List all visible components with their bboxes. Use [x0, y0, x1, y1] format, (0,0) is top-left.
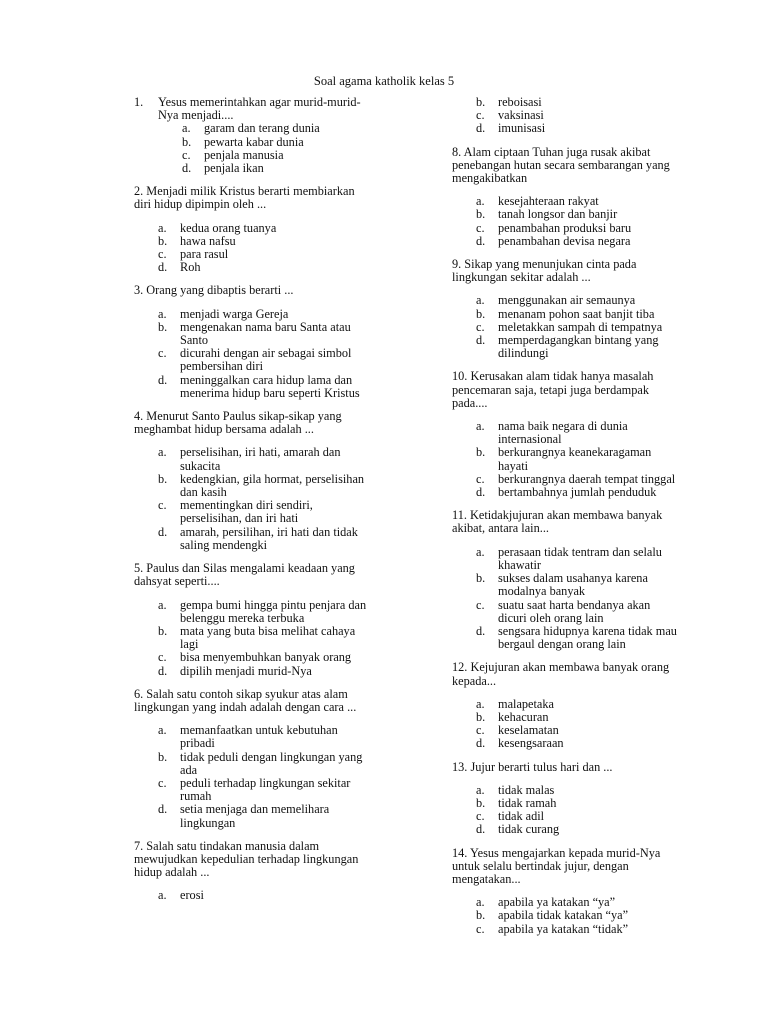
option-letter: c. — [158, 346, 167, 361]
option-text: berkurangnya keanekaragaman hayati — [498, 445, 652, 473]
option-letter: b. — [476, 709, 486, 724]
option-list — [476, 420, 680, 499]
option-text: Roh — [180, 260, 201, 275]
option-letter: b. — [158, 471, 168, 486]
option-text: penambahan devisa negara — [498, 233, 631, 248]
answer-option — [158, 665, 370, 678]
option-text: menggunakan air semaunya — [498, 293, 636, 308]
option-text: apabila tidak katakan “ya” — [498, 908, 629, 923]
question-text: 9. Sikap yang menunjukan cinta pada lingkungan sekitar adalah ... — [452, 257, 637, 285]
option-list — [158, 599, 370, 678]
option-text: meletakkan sampah di tempatnya — [498, 319, 663, 334]
option-list — [476, 195, 680, 248]
question-11 — [452, 509, 680, 651]
answer-option — [476, 625, 680, 651]
option-list — [476, 784, 680, 837]
option-letter: b. — [476, 908, 486, 923]
answer-option — [182, 162, 370, 175]
question-text: 11. Ketidakjujuran akan membawa banyak akibat, antara lain... — [452, 508, 663, 536]
answer-option — [158, 724, 370, 750]
option-letter: b. — [476, 571, 486, 586]
option-letter: d. — [476, 736, 486, 751]
option-text: menjadi warga Gereja — [180, 306, 289, 321]
option-text: kehacuran — [498, 709, 549, 724]
option-letter: c. — [158, 247, 167, 262]
answer-option — [476, 698, 680, 711]
answer-option — [158, 374, 370, 400]
answer-option — [476, 486, 680, 499]
answer-option — [182, 122, 370, 135]
answer-option — [476, 823, 680, 836]
option-letter: c. — [476, 471, 485, 486]
option-letter: c. — [476, 220, 485, 235]
option-letter: b. — [476, 306, 486, 321]
answer-option — [476, 308, 680, 321]
option-letter: d. — [476, 233, 486, 248]
option-letter: d. — [476, 333, 486, 348]
answer-option — [476, 235, 680, 248]
option-letter: b. — [158, 749, 168, 764]
option-letter: c. — [158, 775, 167, 790]
answer-option — [476, 208, 680, 221]
option-letter: c. — [476, 108, 485, 123]
option-letter: a. — [476, 696, 485, 711]
option-letter: d. — [476, 822, 486, 837]
option-text: hawa nafsu — [180, 233, 236, 248]
question-14 — [452, 847, 680, 936]
option-letter: b. — [158, 319, 168, 334]
question-text: 8. Alam ciptaan Tuhan juga rusak akibat penebangan hutan secara sembarangan yang mengakibatkan — [452, 144, 670, 186]
answer-option — [158, 321, 370, 347]
option-text: peduli terhadap lingkungan sekitar rumah — [180, 775, 351, 804]
option-text: keselamatan — [498, 723, 559, 738]
answer-option — [476, 546, 680, 572]
option-text: vaksinasi — [498, 108, 544, 123]
answer-option — [158, 308, 370, 321]
option-letter: c. — [476, 809, 485, 824]
question-2 — [134, 185, 370, 274]
answer-option — [476, 923, 680, 936]
option-text: tidak adil — [498, 809, 545, 824]
answer-option — [158, 499, 370, 525]
question-3 — [134, 284, 370, 400]
option-text: penambahan produksi baru — [498, 220, 632, 235]
option-letter: d. — [158, 802, 168, 817]
option-text: tidak peduli dengan lingkungan yang ada — [180, 749, 363, 777]
answer-option — [476, 909, 680, 922]
option-letter: a. — [476, 293, 485, 308]
option-letter: a. — [158, 306, 167, 321]
option-text: kesejahteraan rakyat — [498, 194, 599, 209]
option-letter: c. — [158, 650, 167, 665]
question-number: 1. — [134, 95, 144, 109]
question-8 — [452, 146, 680, 248]
answer-option — [158, 473, 370, 499]
question-text: 2. Menjadi milik Kristus berarti membiarkan diri hidup dipimpin oleh ... — [134, 184, 355, 212]
option-letter: d. — [476, 623, 486, 638]
option-letter: b. — [182, 134, 192, 149]
option-list — [158, 446, 370, 552]
option-text: imunisasi — [498, 121, 546, 136]
question-10 — [452, 370, 680, 499]
question-text: 10. Kerusakan alam tidak hanya masalah pencemaran saja, tetapi juga berdampak pada.... — [452, 369, 654, 410]
left-column — [134, 96, 370, 913]
answer-option — [182, 136, 370, 149]
question-text: 14. Yesus mengajarkan kepada murid-Nya untuk selalu bertindak jujur, dengan mengatakan... — [452, 845, 661, 886]
option-text: tidak malas — [498, 782, 555, 797]
right-column — [452, 96, 680, 946]
option-letter: a. — [158, 597, 167, 612]
question-text: 7. Salah satu tindakan manusia dalam mewujudkan kepedulian terhadap lingkungan hidup adalah ... — [134, 838, 359, 880]
option-letter: b. — [158, 233, 168, 248]
question-text: 5. Paulus dan Silas mengalami keadaan yang dahsyat seperti.... — [134, 561, 355, 589]
option-letter: b. — [158, 623, 168, 638]
question-6 — [134, 688, 370, 830]
option-text: gempa bumi hingga pintu penjara dan belenggu mereka terbuka — [180, 597, 367, 625]
option-text: memanfaatkan untuk kebutuhan pribadi — [180, 723, 338, 751]
answer-option — [158, 625, 370, 651]
option-text: setia menjaga dan memelihara lingkungan — [180, 802, 330, 830]
question-7 — [134, 840, 370, 903]
question-text: 6. Salah satu contoh sikap syukur atas alam lingkungan yang indah adalah dengan cara ... — [134, 686, 357, 714]
option-text: mementingkan diri sendiri, perselisihan, dan iri hati — [180, 498, 313, 526]
option-letter: d. — [158, 524, 168, 539]
option-letter: d. — [158, 372, 168, 387]
option-text: nama baik negara di dunia internasional — [498, 419, 628, 447]
option-text: pewarta kabar dunia — [204, 134, 304, 149]
option-text: dicurahi dengan air sebagai simbol pembersihan diri — [180, 346, 352, 374]
answer-option — [476, 122, 680, 135]
option-letter: c. — [476, 597, 485, 612]
option-letter: b. — [476, 207, 486, 222]
answer-option — [158, 777, 370, 803]
option-letter: a. — [158, 220, 167, 235]
option-text: tidak ramah — [498, 795, 557, 810]
option-list — [158, 889, 370, 902]
answer-option — [158, 751, 370, 777]
option-list — [476, 896, 680, 936]
option-text: penjala manusia — [204, 147, 284, 162]
option-letter: a. — [476, 895, 485, 910]
option-text: amarah, persilihan, iri hati dan tidak saling mendengki — [180, 524, 358, 552]
answer-option — [158, 803, 370, 829]
option-letter: a. — [476, 194, 485, 209]
option-text: apabila ya katakan “tidak” — [498, 921, 629, 936]
answer-option — [476, 737, 680, 750]
option-letter: a. — [158, 723, 167, 738]
option-list — [158, 724, 370, 830]
option-text: meninggalkan cara hidup lama dan menerima hidup baru seperti Kristus — [180, 372, 360, 400]
option-letter: d. — [158, 663, 168, 678]
question-9 — [452, 258, 680, 360]
option-text: kedengkian, gila hormat, perselisihan dan kasih — [180, 471, 365, 500]
option-letter: c. — [476, 319, 485, 334]
option-text: kedua orang tuanya — [180, 220, 277, 235]
option-text: sengsara hidupnya karena tidak mau bergaul dengan orang lain — [498, 623, 677, 652]
answer-option — [158, 446, 370, 472]
option-text: reboisasi — [498, 95, 542, 109]
answer-option — [476, 294, 680, 307]
option-text: dipilih menjadi murid-Nya — [180, 663, 312, 678]
option-text: mata yang buta bisa melihat cahaya lagi — [180, 623, 356, 652]
answer-option — [476, 599, 680, 625]
option-text: penjala ikan — [204, 161, 264, 176]
question-13 — [452, 761, 680, 837]
question-text: 12. Kejujuran akan membawa banyak orang kepada... — [452, 660, 670, 688]
answer-option — [476, 784, 680, 797]
option-letter: b. — [476, 795, 486, 810]
option-letter: b. — [476, 445, 486, 460]
option-text: perasaan tidak tentram dan selalu khawatir — [498, 544, 662, 572]
option-text: mengenakan nama baru Santa atau Santo — [180, 319, 351, 348]
option-text: memperdagangkan bintang yang dilindungi — [498, 333, 659, 361]
option-text: malapetaka — [498, 696, 554, 711]
option-text: perselisihan, iri hati, amarah dan sukacita — [180, 445, 341, 473]
option-list — [158, 222, 370, 275]
question-text: 4. Menurut Santo Paulus sikap-sikap yang meghambat hidup bersama adalah ... — [134, 409, 342, 437]
option-letter: d. — [182, 161, 192, 176]
option-text: kesengsaraan — [498, 736, 564, 751]
answer-option — [476, 446, 680, 472]
option-letter: a. — [476, 544, 485, 559]
option-letter: a. — [182, 121, 191, 136]
option-text: apabila ya katakan “ya” — [498, 895, 616, 910]
option-letter: c. — [158, 498, 167, 513]
answer-option — [476, 222, 680, 235]
option-text: berkurangnya daerah tempat tinggal — [498, 471, 676, 486]
answer-option — [158, 651, 370, 664]
option-letter: a. — [158, 888, 167, 903]
option-letter: d. — [476, 121, 486, 136]
option-list — [182, 122, 370, 175]
option-text: menanam pohon saat banjit tiba — [498, 306, 655, 321]
option-letter: a. — [158, 445, 167, 460]
question-text: 13. Jujur berarti tulus hari dan ... — [452, 759, 613, 774]
question-5 — [134, 562, 370, 678]
option-text: tidak curang — [498, 822, 560, 837]
page-title: Soal agama katholik kelas 5 — [313, 74, 455, 88]
option-text: sukses dalam usahanya karena modalnya banyak — [498, 571, 648, 599]
option-list — [476, 294, 680, 360]
question-4 — [134, 410, 370, 552]
question-text: 3. Orang yang dibaptis berarti ... — [134, 283, 294, 298]
option-text: erosi — [180, 888, 204, 903]
option-letter: a. — [476, 419, 485, 434]
option-text: bertambahnya jumlah penduduk — [498, 485, 657, 500]
answer-option — [158, 526, 370, 552]
option-list — [158, 308, 370, 400]
answer-option — [158, 261, 370, 274]
option-text: para rasul — [180, 247, 229, 262]
option-text: garam dan terang dunia — [204, 121, 320, 136]
answer-option — [158, 222, 370, 235]
answer-option — [158, 347, 370, 373]
option-text: bisa menyembuhkan banyak orang — [180, 650, 352, 665]
option-letter: d. — [476, 485, 486, 500]
option-letter: a. — [476, 782, 485, 797]
option-letter: c. — [476, 921, 485, 936]
answer-option — [476, 420, 680, 446]
question-12 — [452, 661, 680, 750]
option-letter: b. — [476, 95, 486, 109]
option-text: suatu saat harta bendanya akan dicuri oleh orang lain — [498, 597, 651, 625]
option-list-continued — [476, 96, 680, 136]
question-1 — [134, 96, 370, 175]
answer-option — [476, 572, 680, 598]
question-text: Yesus memerintahkan agar murid-murid-Nya menjadi.... — [158, 95, 361, 123]
option-list — [476, 698, 680, 751]
answer-option — [158, 599, 370, 625]
option-letter: d. — [158, 260, 168, 275]
answer-option — [158, 889, 370, 902]
option-letter: c. — [182, 147, 191, 162]
option-list — [476, 546, 680, 652]
answer-option — [476, 334, 680, 360]
option-text: tanah longsor dan banjir — [498, 207, 618, 222]
option-letter: c. — [476, 723, 485, 738]
